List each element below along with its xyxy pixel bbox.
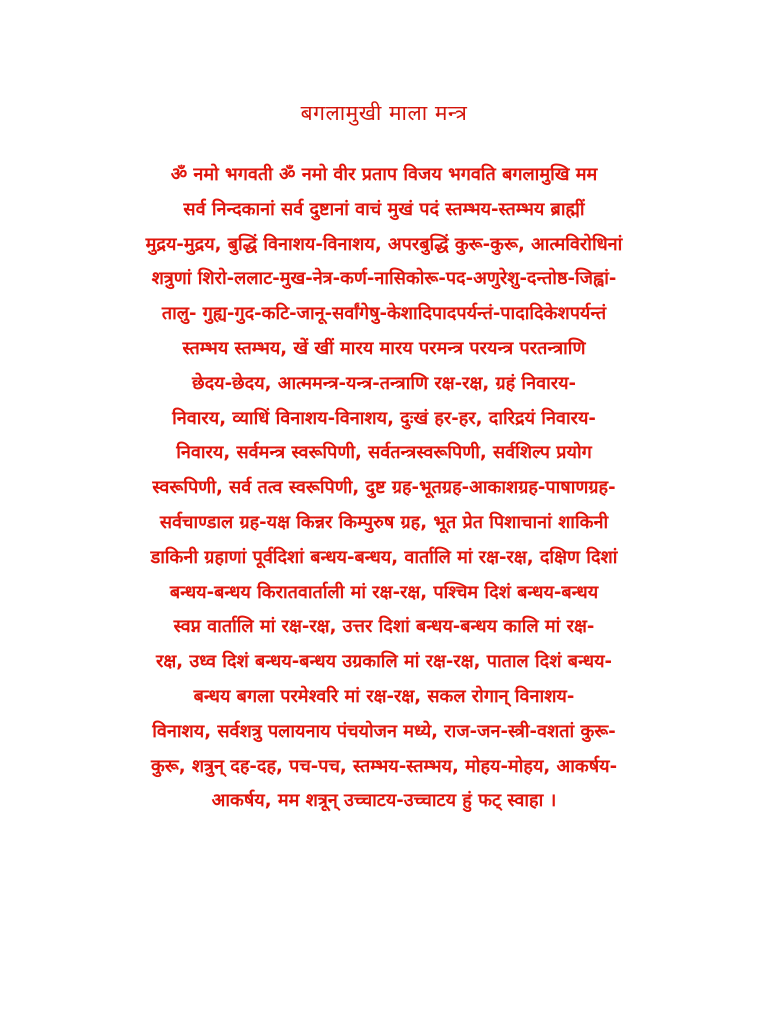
mantra-line: विनाशय, सर्वशत्रु पलायनाय पंचयोजन मध्ये, राज-जन-स्त्री-वशतां कुरू- bbox=[152, 720, 616, 742]
mantra-line: कुरू, शत्रुन् दह-दह, पच-पच, स्तम्भय-स्तम्भय, मोहय-मोहय, आकर्षय- bbox=[150, 755, 618, 777]
mantra-line: निवारय, व्याधिं विनाशय-विनाशय, दुःखं हर-हर, दारिद्रयं निवारय- bbox=[172, 407, 596, 429]
mantra-line: शत्रुणां शिरो-ललाट-मुख-नेत्र-कर्ण-नासिकोरू-पद-अणुरेशु-दन्तोष्ठ-जिह्वां- bbox=[151, 268, 617, 290]
mantra-line: स्तम्भय स्तम्भय, खें खीं मारय मारय परमन्त्र परयन्त्र परतन्त्राणि bbox=[182, 337, 586, 359]
mantra-line: मुद्रय-मुद्रय, बुद्धिं विनाशय-विनाशय, अपरबुद्धिं कुरू-कुरू, आत्मविरोधिनां bbox=[145, 233, 623, 255]
mantra-line: आकर्षय, मम शत्रून् उच्चाटय-उच्चाटय हुं फट् स्वाहा । bbox=[211, 790, 557, 812]
mantra-line: बन्धय-बन्धय किरातवार्ताली मां रक्ष-रक्ष, पश्चिम दिशं बन्धय-बन्धय bbox=[169, 581, 599, 603]
mantra-line: सर्व निन्दकानां सर्व दुष्टानां वाचं मुखं पदं स्तम्भय-स्तम्भय ब्राह्मीं bbox=[183, 198, 585, 220]
page-title: बगलामुखी माला मन्त्र bbox=[300, 101, 468, 125]
mantra-text bbox=[88, 158, 680, 819]
mantra-line: स्वरूपिणी, सर्व तत्व स्वरूपिणी, दुष्ट ग्रह-भूतग्रह-आकाशग्रह-पाषाणग्रह- bbox=[152, 477, 616, 499]
mantra-line: बन्धय बगला परमेश्वरि मां रक्ष-रक्ष, सकल रोगान् विनाशय- bbox=[193, 685, 575, 707]
mantra-line: तालु- गुह्य-गुद-कटि-जानू-सर्वांगेषु-केशादिपादपर्यन्तं-पादादिकेशपर्यन्तं bbox=[161, 303, 607, 325]
mantra-line: रक्ष, उध्व दिशं बन्धय-बन्धय उग्रकालि मां रक्ष-रक्ष, पाताल दिशं बन्धय- bbox=[156, 651, 612, 673]
mantra-line: निवारय, सर्वमन्त्र स्वरूपिणी, सर्वतन्त्रस्वरूपिणी, सर्वशिल्प प्रयोग bbox=[176, 442, 592, 464]
mantra-line: ॐ नमो भगवती ॐ नमो वीर प्रताप विजय भगवति बगलामुखि मम bbox=[170, 164, 598, 185]
mantra-line: स्वप्न वार्तालि मां रक्ष-रक्ष, उत्तर दिशां बन्धय-बन्धय कालि मां रक्ष- bbox=[173, 616, 595, 638]
mantra-line: सर्वचाण्डाल ग्रह-यक्ष किन्नर किम्पुरुष ग्रह, भूत प्रेत पिशाचानां शाकिनी bbox=[159, 511, 609, 533]
mantra-line: छेदय-छेदय, आत्ममन्त्र-यन्त्र-तन्त्राणि रक्ष-रक्ष, ग्रहं निवारय- bbox=[191, 372, 577, 394]
mantra-line: डाकिनी ग्रहाणां पूर्वदिशां बन्धय-बन्धय, वार्तालि मां रक्ष-रक्ष, दक्षिण दिशां bbox=[150, 546, 618, 568]
